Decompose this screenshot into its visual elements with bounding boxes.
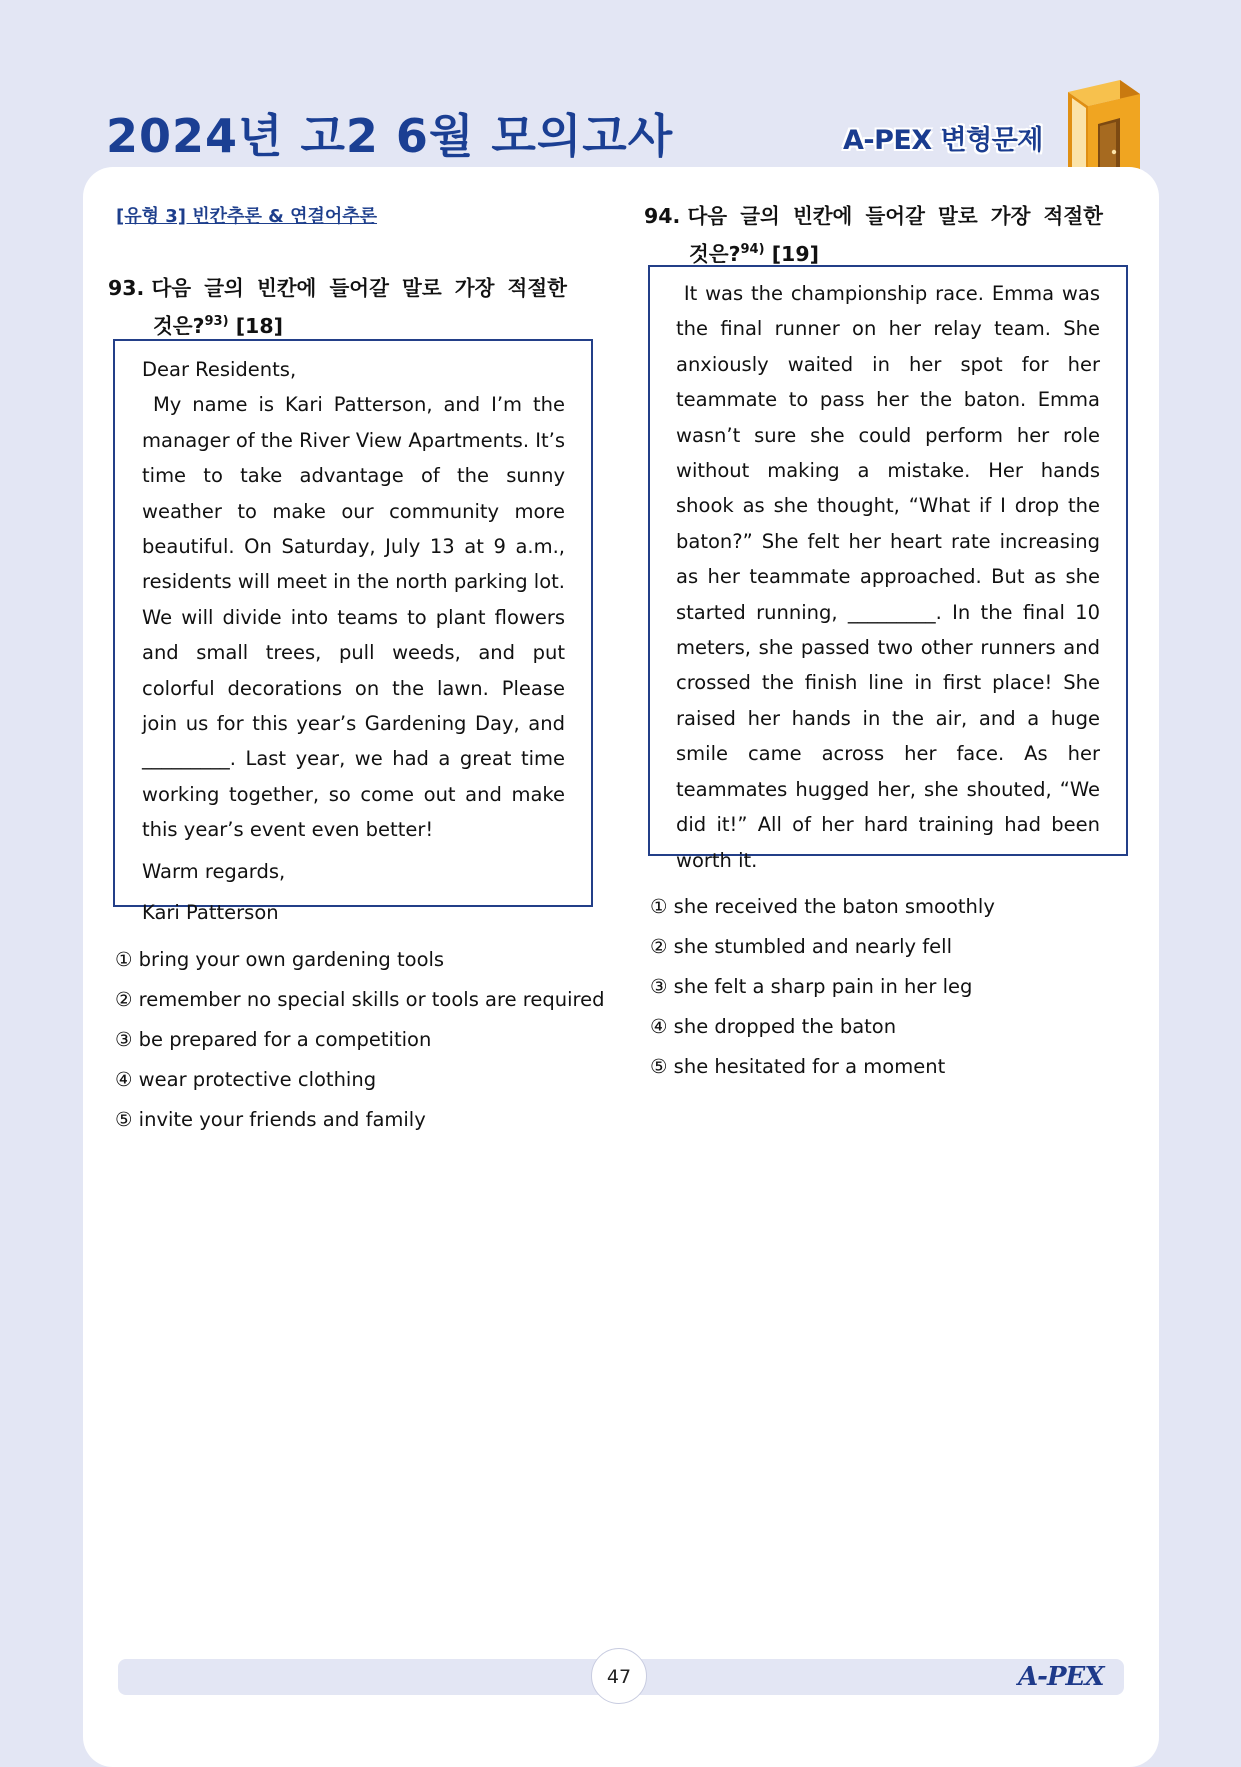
choice-93-3[interactable]: ③ be prepared for a competition [115, 1028, 432, 1051]
question-93-source: [18] [235, 313, 283, 338]
choice-94-1[interactable]: ① she received the baton smoothly [650, 895, 995, 918]
letter-signature: Kari Patterson [142, 900, 279, 924]
question-93-title [108, 272, 598, 343]
question-93-prompt-end: 것은? [153, 313, 205, 338]
story-body: It was the championship race. Emma was the final runner on her relay team. She anxiously waited in her spot for her teammate to pass her the baton. Emma wasn’t sure she could perform her role without making a mistake. Her hands shook as she thought, “What if I drop the baton?” She felt her heart rate increasing as her teammate approached. But as she started running, _________. In the final 10 meters, she passed two other runners and crossed the finish line in first place! She raised her hands in the air, and a huge smile came across her face. As her teammates hugged her, she shouted, “We did it!” All of her hard training had been worth it. [676, 282, 1107, 872]
question-94-choices [650, 887, 1150, 1087]
question-94-prompt-end: 것은? [689, 241, 741, 266]
choice-94-4[interactable]: ④ she dropped the baton [650, 1015, 897, 1038]
brand-label: A-PEX 변형문제 [843, 125, 1043, 156]
section-label: [유형 3] 빈칸추론 & 연결어추론 [116, 206, 378, 227]
letter-closing: Warm regards, [142, 859, 286, 883]
choice-93-5[interactable]: ⑤ invite your friends and family [115, 1108, 426, 1131]
question-94-title [644, 200, 1144, 271]
choice-93-1[interactable]: ① bring your own gardening tools [115, 948, 445, 971]
question-94-prompt: 다음 글의 빈칸에 들어갈 말로 가장 적절한 [687, 204, 1103, 228]
question-94-footnote: 94) [740, 242, 765, 257]
choice-94-2[interactable]: ② she stumbled and nearly fell [650, 935, 952, 958]
choice-93-2[interactable]: ② remember no special skills or tools are required [115, 988, 605, 1011]
choice-94-3[interactable]: ③ she felt a sharp pain in her leg [650, 975, 973, 998]
question-94-passage [648, 265, 1128, 872]
letter-body: My name is Kari Patterson, and I’m the manager of the River View Apartments. It’s time to take advantage of the sunny weather to make our community more beautiful. On Saturday, July 13 at 9 a.m., residents will meet in the north parking lot. We will divide into teams to plant flowers and small trees, pull weeds, and put colorful decorations on the lawn. Please join us for this year’s Gardening Day, and _________. Last year, we had a great time working together, so come out and make this year’s event even better! [142, 393, 572, 842]
choice-94-5[interactable]: ⑤ she hesitated for a moment [650, 1055, 946, 1078]
exam-title: 2024년 고2 6월 모의고사 [106, 109, 674, 163]
question-93-footnote: 93) [204, 314, 229, 329]
question-93-number: 93. [108, 276, 145, 300]
letter-greeting: Dear Residents, [142, 358, 297, 381]
page-number: 47 [591, 1648, 647, 1704]
question-93-passage [113, 339, 593, 924]
question-94-source: [19] [771, 241, 819, 266]
footer-logo: A-PEX [1018, 1662, 1104, 1692]
choice-93-4[interactable]: ④ wear protective clothing [115, 1068, 377, 1091]
question-93-choices [115, 940, 615, 1140]
question-93-prompt: 다음 글의 빈칸에 들어갈 말로 가장 적절한 [151, 276, 567, 300]
question-94-number: 94. [644, 204, 681, 228]
